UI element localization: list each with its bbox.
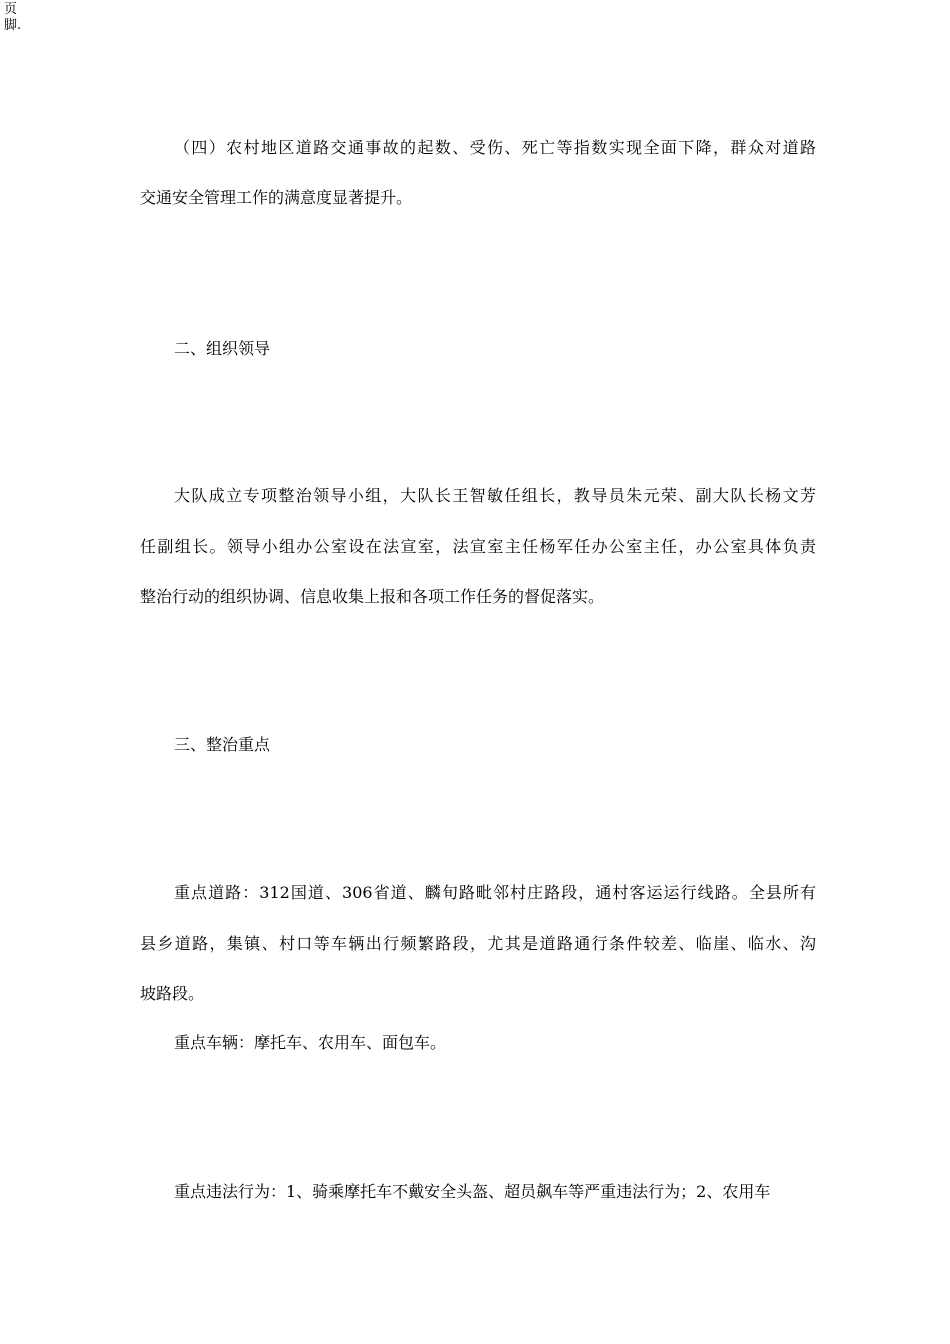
page-footer-label: 页脚. <box>4 2 22 33</box>
key-roads-line-2: 县乡道路，集镇、村口等车辆出行频繁路段，尤其是道路通行条件较差、临崖、临水、沟 <box>140 934 816 953</box>
section-heading-organization: 二、组织领导 <box>174 339 271 358</box>
section-heading-focus: 三、整治重点 <box>174 735 271 754</box>
key-violations-line-1: 重点违法行为：1、骑乘摩托车不戴安全头盔、超员飙车等严重违法行为；2、农用车 <box>174 1182 771 1201</box>
key-roads-line-1: 重点道路：312国道、306省道、麟旬路毗邻村庄路段，通村客运运行线路。全县所有 <box>174 883 816 902</box>
organization-paragraph-line-2: 任副组长。领导小组办公室设在法宣室，法宣室主任杨军任办公室主任，办公室具体负责 <box>140 537 816 556</box>
paragraph-item-4-line-2: 交通安全管理工作的满意度显著提升。 <box>140 188 413 207</box>
organization-paragraph-line-1: 大队成立专项整治领导小组，大队长王智敏任组长，教导员朱元荣、副大队长杨文芳 <box>174 486 816 505</box>
paragraph-item-4-line-1: （四）农村地区道路交通事故的起数、受伤、死亡等指数实现全面下降，群众对道路 <box>174 138 816 157</box>
key-roads-line-3: 坡路段。 <box>140 984 205 1003</box>
organization-paragraph-line-3: 整治行动的组织协调、信息收集上报和各项工作任务的督促落实。 <box>140 587 605 606</box>
key-vehicles-line: 重点车辆：摩托车、农用车、面包车。 <box>174 1033 447 1052</box>
